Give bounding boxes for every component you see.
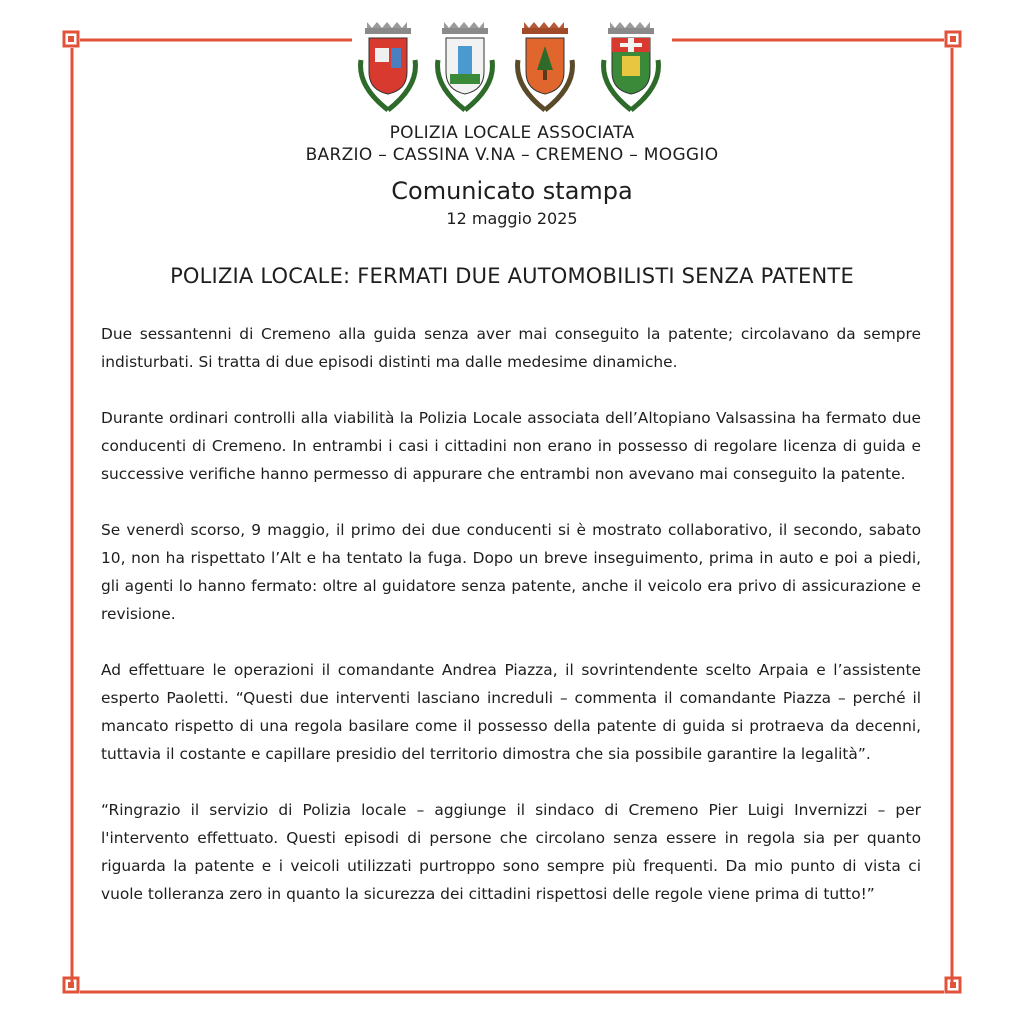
- paragraph: Ad effettuare le operazioni il comandante Andrea Piazza, il sovrintendente scelto Arpaia e l’assistente esperto Paoletti. “Questi due interventi lasciano increduli – commenta il comandante Piazza – perché il mancato rispetto di una regola basilare come il possesso della patente di guida si protraeva da decenni, tuttavia il costante e capillare presidio del territorio dimostra che sia possibile garantire la legalità”.: [101, 661, 921, 763]
- paragraph: Durante ordinari controlli alla viabilità la Polizia Locale associata dell’Altopiano Valsassina ha fermato due conducenti di Cremeno. In entrambi i casi i cittadini non erano in possesso di regolare licenza di guida e successive verifiche hanno permesso di appurare che entrambi non avevano mai conseguito la patente.: [101, 409, 921, 483]
- org-line-1: POLIZIA LOCALE ASSOCIATA: [389, 123, 635, 143]
- article-body: [101, 320, 921, 908]
- headline: POLIZIA LOCALE: FERMATI DUE AUTOMOBILISTI SENZA PATENTE: [170, 264, 854, 288]
- document-type: Comunicato stampa: [391, 177, 633, 205]
- paragraph: Due sessantenni di Cremeno alla guida senza aver mai conseguito la patente; circolavano da sempre indisturbati. Si tratta di due episodi distinti ma dalle medesime dinamiche.: [101, 325, 921, 371]
- barzio-crest-icon: [355, 20, 421, 118]
- org-line-2: BARZIO – CASSINA V.NA – CREMENO – MOGGIO: [305, 145, 719, 165]
- cassina-crest-icon: [432, 20, 498, 118]
- document-date: 12 maggio 2025: [446, 209, 578, 228]
- cremeno-crest-icon: [512, 20, 578, 118]
- organization-name: [0, 122, 1024, 166]
- paragraph: “Ringrazio il servizio di Polizia locale – aggiunge il sindaco di Cremeno Pier Luigi Invernizzi – per l'intervento effettuato. Questi episodi di persone che circolano senza essere in regola sia per quanto riguarda la patente e i veicoli utilizzati purtroppo sono sempre più frequenti. Da mio punto di vista ci vuole tolleranza zero in quanto la sicurezza dei cittadini rispettosi delle regole viene prima di tutto!”: [101, 801, 921, 903]
- paragraph: Se venerdì scorso, 9 maggio, il primo dei due conducenti si è mostrato collaborativo, il secondo, sabato 10, non ha rispettato l’Alt e ha tentato la fuga. Dopo un breve inseguimento, prima in auto e poi a piedi, gli agenti lo hanno fermato: oltre al guidatore senza patente, anche il veicolo era privo di assicurazione e revisione.: [101, 521, 921, 623]
- municipal-crests: [0, 20, 1024, 120]
- moggio-crest-icon: [598, 20, 664, 118]
